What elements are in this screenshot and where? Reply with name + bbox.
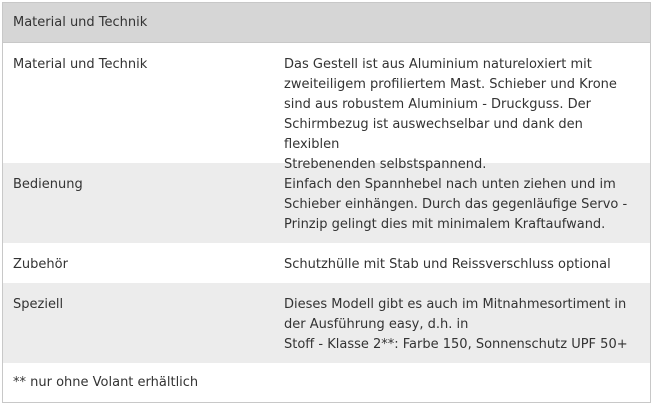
row-label: Zubehör: [13, 257, 68, 272]
row-label: Bedienung: [13, 177, 83, 192]
row-value: [284, 55, 640, 172]
row-value-line: Schieber einhängen. Durch das gegenläufige Servo -: [284, 197, 628, 212]
table-row-material: [3, 43, 650, 172]
row-value: [284, 255, 640, 273]
row-value-line: Prinzip gelingt dies mit minimalem Kraftaufwand.: [284, 217, 606, 232]
table-row-speziell: [3, 283, 650, 363]
footnote-text: ** nur ohne Volant erhältlich: [13, 375, 199, 390]
table-footnote: [3, 363, 650, 402]
row-value-line: sind aus robustem Aluminium - Druckguss. Der: [284, 97, 591, 112]
table-row-bedienung: [3, 163, 650, 243]
table-header: [3, 3, 650, 43]
row-value-line: Schirmbezug ist auswechselbar und dank den flexiblen: [284, 117, 583, 152]
row-value-line: der Ausführung easy, d.h. in: [284, 317, 469, 332]
row-value-line: Stoff - Klasse 2**: Farbe 150, Sonnenschutz UPF 50+: [284, 337, 628, 352]
row-value-line: zweiteiligem profiliertem Mast. Schieber und Krone: [284, 77, 617, 92]
row-value-line: Einfach den Spannhebel nach unten ziehen und im: [284, 177, 616, 192]
table-row-zubehoer: [3, 243, 650, 283]
row-value-line: Das Gestell ist aus Aluminium natureloxiert mit: [284, 57, 592, 72]
row-label: Speziell: [13, 297, 64, 312]
table-header-title: Material und Technik: [13, 15, 148, 30]
row-value-line: Dieses Modell gibt es auch im Mitnahmesortiment in: [284, 297, 627, 312]
row-label: Material und Technik: [13, 57, 148, 72]
row-value-line: Strebenenden selbstspannend.: [284, 157, 487, 172]
spec-table: [2, 2, 651, 403]
row-value: [284, 175, 640, 233]
row-value-line: Schutzhülle mit Stab und Reissverschluss optional: [284, 257, 611, 272]
row-value: [284, 295, 640, 353]
